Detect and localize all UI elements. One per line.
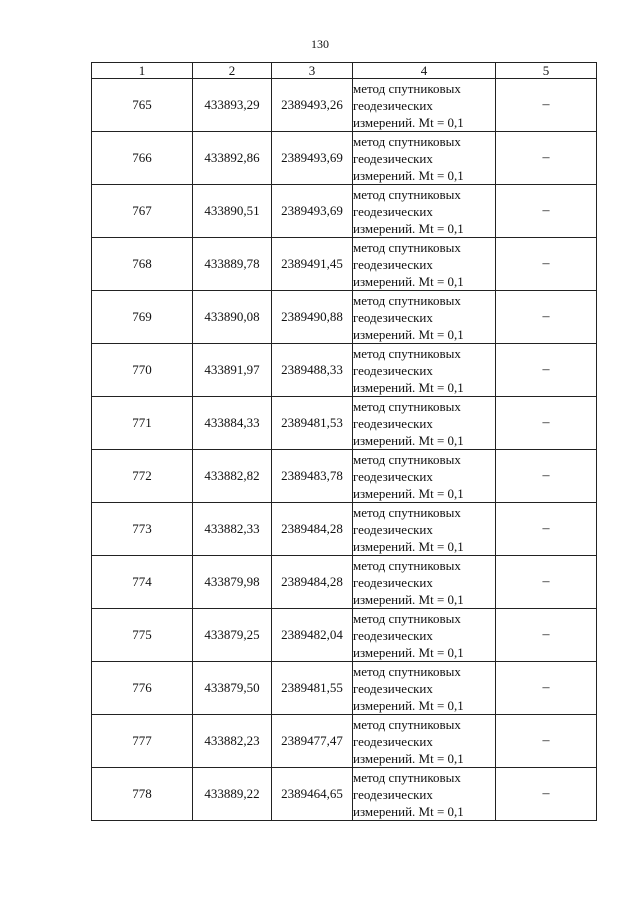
method-line-1: метод спутниковых — [353, 769, 461, 785]
method-line-2: геодезических — [353, 468, 433, 484]
note-cell: – — [496, 397, 597, 450]
method-line-3: измерений. Mt = 0,1 — [353, 485, 464, 501]
method-line-2: геодезических — [353, 574, 433, 590]
method-line-3: измерений. Mt = 0,1 — [353, 750, 464, 766]
method-line-1: метод спутниковых — [353, 133, 461, 149]
point-number: 770 — [92, 344, 193, 397]
method-line-1: метод спутниковых — [353, 610, 461, 626]
method-line-1: метод спутниковых — [353, 239, 461, 255]
method-line-2: геодезических — [353, 150, 433, 166]
point-number: 771 — [92, 397, 193, 450]
method-line-3: измерений. Mt = 0,1 — [353, 697, 464, 713]
coordinate-y: 2389493,26 — [272, 79, 353, 132]
table-row — [92, 662, 597, 715]
method-line-2: геодезических — [353, 627, 433, 643]
table-body — [92, 79, 597, 821]
method-line-1: метод спутниковых — [353, 292, 461, 308]
method-cell — [353, 609, 496, 662]
table-row — [92, 503, 597, 556]
note-cell: – — [496, 291, 597, 344]
coordinate-x: 433879,50 — [193, 662, 272, 715]
table-row — [92, 79, 597, 132]
coordinate-y: 2389484,28 — [272, 503, 353, 556]
coordinate-x: 433882,82 — [193, 450, 272, 503]
method-line-2: геодезических — [353, 680, 433, 696]
coordinate-y: 2389490,88 — [272, 291, 353, 344]
table-row — [92, 397, 597, 450]
method-cell — [353, 397, 496, 450]
coordinate-y: 2389491,45 — [272, 238, 353, 291]
coordinate-y: 2389464,65 — [272, 768, 353, 821]
note-cell: – — [496, 503, 597, 556]
method-line-1: метод спутниковых — [353, 186, 461, 202]
table-row — [92, 768, 597, 821]
point-number: 774 — [92, 556, 193, 609]
column-header-4: 4 — [353, 63, 496, 79]
table-row — [92, 556, 597, 609]
column-header-1: 1 — [92, 63, 193, 79]
table-row — [92, 715, 597, 768]
coordinate-x: 433891,97 — [193, 344, 272, 397]
table-row — [92, 344, 597, 397]
table-row — [92, 450, 597, 503]
note-cell: – — [496, 556, 597, 609]
method-line-3: измерений. Mt = 0,1 — [353, 326, 464, 342]
table-row — [92, 291, 597, 344]
note-cell: – — [496, 238, 597, 291]
column-header-3: 3 — [272, 63, 353, 79]
method-line-1: метод спутниковых — [353, 663, 461, 679]
point-number: 776 — [92, 662, 193, 715]
coordinate-y: 2389488,33 — [272, 344, 353, 397]
method-line-2: геодезических — [353, 521, 433, 537]
method-line-1: метод спутниковых — [353, 80, 461, 96]
method-cell — [353, 768, 496, 821]
note-cell: – — [496, 715, 597, 768]
method-line-3: измерений. Mt = 0,1 — [353, 167, 464, 183]
point-number: 775 — [92, 609, 193, 662]
column-header-5: 5 — [496, 63, 597, 79]
coordinate-y: 2389493,69 — [272, 132, 353, 185]
method-line-3: измерений. Mt = 0,1 — [353, 803, 464, 819]
point-number: 768 — [92, 238, 193, 291]
method-line-2: геодезических — [353, 256, 433, 272]
method-line-2: геодезических — [353, 362, 433, 378]
point-number: 765 — [92, 79, 193, 132]
method-line-1: метод спутниковых — [353, 716, 461, 732]
method-cell — [353, 450, 496, 503]
method-cell — [353, 238, 496, 291]
note-cell: – — [496, 450, 597, 503]
method-cell — [353, 132, 496, 185]
table-row — [92, 185, 597, 238]
coordinate-x: 433893,29 — [193, 79, 272, 132]
method-line-1: метод спутниковых — [353, 345, 461, 361]
coordinate-x: 433879,98 — [193, 556, 272, 609]
coordinate-y: 2389484,28 — [272, 556, 353, 609]
method-line-2: геодезических — [353, 415, 433, 431]
point-number: 773 — [92, 503, 193, 556]
method-cell — [353, 291, 496, 344]
method-line-1: метод спутниковых — [353, 504, 461, 520]
method-line-1: метод спутниковых — [353, 557, 461, 573]
coordinate-x: 433884,33 — [193, 397, 272, 450]
method-line-3: измерений. Mt = 0,1 — [353, 273, 464, 289]
method-cell — [353, 662, 496, 715]
coordinate-y: 2389477,47 — [272, 715, 353, 768]
coordinate-x: 433890,51 — [193, 185, 272, 238]
note-cell: – — [496, 344, 597, 397]
note-cell: – — [496, 79, 597, 132]
method-cell — [353, 344, 496, 397]
method-cell — [353, 185, 496, 238]
coordinate-y: 2389481,55 — [272, 662, 353, 715]
coordinate-y: 2389481,53 — [272, 397, 353, 450]
coordinate-y: 2389482,04 — [272, 609, 353, 662]
point-number: 767 — [92, 185, 193, 238]
table-row — [92, 132, 597, 185]
method-line-3: измерений. Mt = 0,1 — [353, 114, 464, 130]
point-number: 778 — [92, 768, 193, 821]
coordinate-x: 433879,25 — [193, 609, 272, 662]
note-cell: – — [496, 609, 597, 662]
method-line-3: измерений. Mt = 0,1 — [353, 379, 464, 395]
coordinate-x: 433882,33 — [193, 503, 272, 556]
coordinate-y: 2389493,69 — [272, 185, 353, 238]
coordinate-x: 433889,22 — [193, 768, 272, 821]
method-line-1: метод спутниковых — [353, 398, 461, 414]
coordinates-table — [91, 62, 597, 821]
method-line-2: геодезических — [353, 203, 433, 219]
method-line-3: измерений. Mt = 0,1 — [353, 591, 464, 607]
method-line-3: измерений. Mt = 0,1 — [353, 644, 464, 660]
method-line-2: геодезических — [353, 97, 433, 113]
coordinate-y: 2389483,78 — [272, 450, 353, 503]
method-cell — [353, 79, 496, 132]
method-line-3: измерений. Mt = 0,1 — [353, 432, 464, 448]
method-line-3: измерений. Mt = 0,1 — [353, 220, 464, 236]
point-number: 766 — [92, 132, 193, 185]
note-cell: – — [496, 132, 597, 185]
coordinate-x: 433892,86 — [193, 132, 272, 185]
coordinate-x: 433890,08 — [193, 291, 272, 344]
method-line-3: измерений. Mt = 0,1 — [353, 538, 464, 554]
point-number: 772 — [92, 450, 193, 503]
point-number: 777 — [92, 715, 193, 768]
note-cell: – — [496, 662, 597, 715]
page-number: 130 — [311, 37, 329, 51]
method-line-2: геодезических — [353, 309, 433, 325]
point-number: 769 — [92, 291, 193, 344]
method-line-2: геодезических — [353, 733, 433, 749]
method-line-2: геодезических — [353, 786, 433, 802]
table-header-row — [92, 63, 597, 79]
note-cell: – — [496, 768, 597, 821]
table-row — [92, 609, 597, 662]
method-cell — [353, 715, 496, 768]
table-row — [92, 238, 597, 291]
coordinate-x: 433882,23 — [193, 715, 272, 768]
method-cell — [353, 503, 496, 556]
column-header-2: 2 — [193, 63, 272, 79]
coordinate-x: 433889,78 — [193, 238, 272, 291]
method-line-1: метод спутниковых — [353, 451, 461, 467]
note-cell: – — [496, 185, 597, 238]
method-cell — [353, 556, 496, 609]
